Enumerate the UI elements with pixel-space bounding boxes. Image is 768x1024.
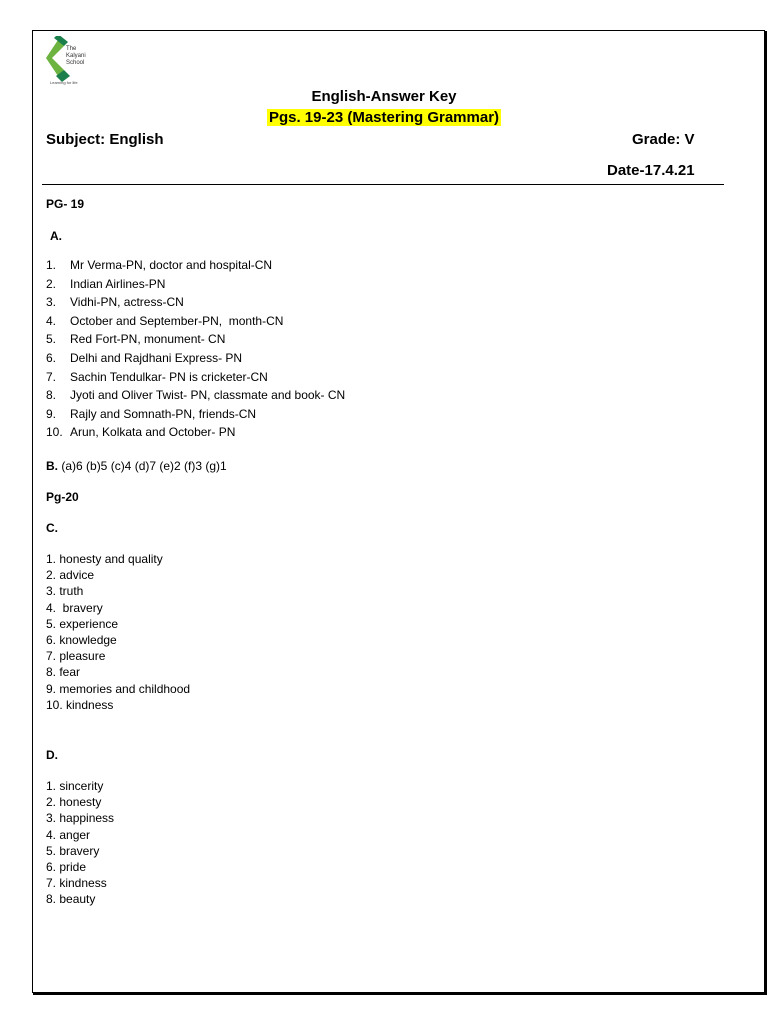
list-item: 3. truth: [46, 584, 84, 599]
list-item-text: Sachin Tendulkar- PN is cricketer-CN: [70, 369, 268, 384]
logo-text: [66, 46, 86, 67]
logo-line-2: Kalyani: [66, 53, 86, 59]
document-subtitle: Pgs. 19-23 (Mastering Grammar): [268, 109, 500, 126]
list-item: 2. advice: [46, 568, 95, 583]
list-item: 2. honesty: [46, 795, 102, 810]
document-title: English-Answer Key: [311, 88, 457, 105]
subject-label: Subject: English: [46, 131, 164, 148]
list-item: 4. anger: [46, 827, 91, 842]
list-number: 6.: [46, 350, 57, 365]
section-d-list: [46, 778, 114, 908]
list-item: 5. experience: [46, 616, 119, 631]
header-divider: [42, 184, 724, 185]
list-item-text: October and September-PN, month-CN: [70, 313, 284, 328]
list-item-text: Rajly and Somnath-PN, friends-CN: [70, 406, 257, 421]
page-19-heading: PG- 19: [46, 197, 85, 211]
grade-label: Grade: V: [632, 131, 695, 148]
list-item: 4. bravery: [46, 600, 103, 615]
list-number: 8.: [46, 388, 57, 403]
logo-line-1: The: [66, 46, 77, 52]
list-item: 9. memories and childhood: [46, 681, 191, 696]
section-d-label: D.: [46, 748, 58, 762]
list-item: 10. kindness: [46, 697, 114, 712]
list-number: 1.: [46, 258, 57, 272]
list-item: 8. fear: [46, 665, 81, 680]
list-item: 1. honesty and quality: [46, 552, 163, 566]
list-number: 2.: [46, 276, 57, 291]
section-b-label: B.: [46, 459, 58, 473]
list-number: 5.: [46, 332, 57, 347]
list-number: 9.: [46, 406, 57, 421]
list-item-text: Red Fort-PN, monument- CN: [70, 332, 226, 347]
list-item: 6. knowledge: [46, 632, 117, 647]
list-item-text: Jyoti and Oliver Twist- PN, classmate and book- CN: [70, 388, 346, 403]
list-number: 3.: [46, 295, 57, 310]
section-a-label: A.: [50, 229, 62, 243]
subtitle-wrap: [0, 109, 768, 127]
page-20-heading: Pg-20: [46, 490, 79, 504]
list-item: 7. kindness: [46, 876, 107, 891]
list-item-text: Mr Verma-PN, doctor and hospital-CN: [70, 258, 273, 272]
section-c-label: C.: [46, 521, 58, 535]
logo-tagline: Learning for life: [50, 80, 78, 85]
list-item: 7. pleasure: [46, 649, 106, 664]
list-item: 5. bravery: [46, 843, 100, 858]
list-item: 6. pride: [46, 859, 87, 874]
list-number: 7.: [46, 369, 57, 384]
section-b-line: [46, 459, 227, 473]
date-label: Date-17.4.21: [607, 162, 695, 179]
section-c-list: [46, 551, 190, 713]
list-item-text: Arun, Kolkata and October- PN: [70, 425, 236, 440]
list-item: 8. beauty: [46, 892, 96, 907]
list-item: 1. sincerity: [46, 779, 104, 793]
list-item-text: Delhi and Rajdhani Express- PN: [70, 350, 243, 365]
list-number: 4.: [46, 313, 57, 328]
list-item: 3. happiness: [46, 811, 115, 826]
section-b-answer: (a)6 (b)5 (c)4 (d)7 (e)2 (f)3 (g)1: [61, 459, 227, 473]
list-item-text: Vidhi-PN, actress-CN: [70, 295, 184, 310]
list-number: 10.: [46, 425, 63, 440]
logo-line-3: School: [66, 60, 85, 66]
list-item-text: Indian Airlines-PN: [70, 276, 166, 291]
